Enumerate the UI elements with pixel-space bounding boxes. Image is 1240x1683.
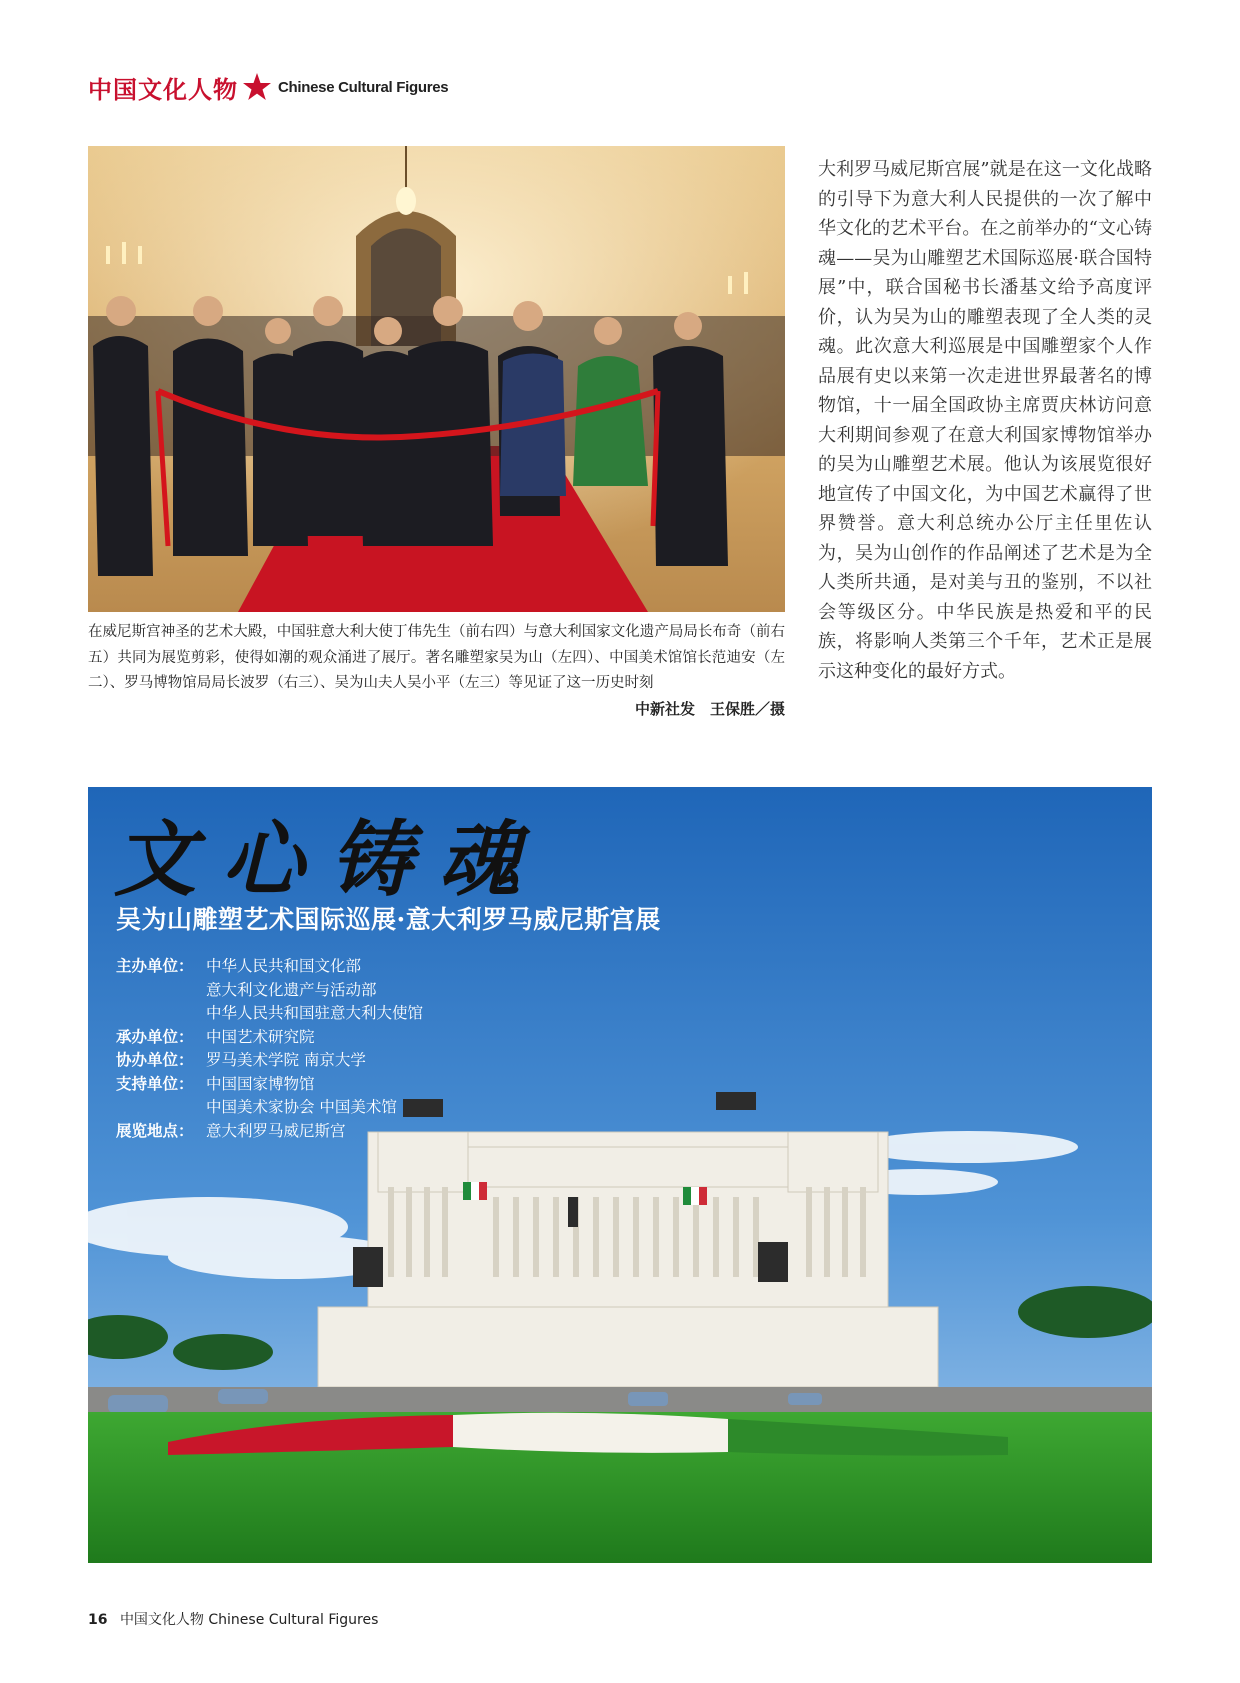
footer-text: 中国文化人物 Chinese Cultural Figures bbox=[119, 1612, 379, 1628]
info-value: 中国艺术研究院 bbox=[206, 1027, 315, 1046]
info-value: 意大利罗马威尼斯宫 bbox=[206, 1121, 346, 1140]
info-value: 中华人民共和国文化部 bbox=[206, 957, 362, 975]
info-value: 意大利文化遗产与活动部 bbox=[206, 980, 377, 999]
poster-subtitle: 吴为山雕塑艺术国际巡展·意大利罗马威尼斯宫展 bbox=[116, 905, 661, 934]
info-value: 罗马美术学院 南京大学 bbox=[206, 1051, 366, 1069]
exhibition-poster bbox=[88, 787, 1152, 1563]
info-label: 协办单位： bbox=[116, 1051, 194, 1069]
info-row-co-organizer bbox=[116, 1049, 423, 1073]
star-icon bbox=[242, 72, 272, 102]
info-value: 中国美术家协会 中国美术馆 bbox=[206, 1098, 397, 1116]
page-footer bbox=[88, 1609, 378, 1629]
photo-caption bbox=[88, 620, 785, 722]
info-label: 承办单位： bbox=[116, 1027, 194, 1046]
info-value: 中国国家博物馆 bbox=[206, 1074, 315, 1093]
info-row-venue bbox=[116, 1120, 423, 1144]
page-number: 16 bbox=[88, 1612, 108, 1628]
info-row-organizer bbox=[116, 1026, 423, 1050]
exhibition-info bbox=[116, 955, 423, 1143]
page-header bbox=[88, 70, 448, 104]
info-label: 主办单位： bbox=[116, 957, 194, 975]
brand-name-cn: 中国文化人物 bbox=[88, 74, 238, 104]
article-body: 大利罗马威尼斯宫展”就是在这一文化战略的引导下为意大利人民提供的一次了解中华文化的艺术平台。在之前举办的“文心铸魂——吴为山雕塑艺术国际巡展·联合国特展”中，联合国秘书长潘基文给予高度评价，认为吴为山的雕塑表现了全人类的灵魂。此次意大利巡展是中国雕塑家个人作品展有史以来第一次走进世界最著名的博物馆，十一届全国政协主席贾庆林访问意大利期间参观了在意大利国家博物馆举办的吴为山雕塑艺术展。他认为该展览很好地宣传了中国文化，为中国艺术赢得了世界赞誉。意大利总统办公厅主任里佐认为，吴为山创作的作品阐述了艺术是为全人类所共通，是对美与丑的鉴别，不以社会等级区分。中华民族是热爱和平的民族，将影响人类第三个千年，艺术正是展示这种变化的最好方式。 bbox=[818, 159, 1152, 682]
poster-title: 文心铸魂 bbox=[114, 812, 546, 908]
photo-caption-text: 在威尼斯宫神圣的艺术大殿，中国驻意大利大使丁伟先生（前右四）与意大利国家文化遗产局局长布奇（前右五）共同为展览剪彩，使得如潮的观众涌进了展厅。著名雕塑家吴为山（左四）、中国美术馆馆长范迪安（左二）、罗马博物馆局局长波罗（右三）、吴为山夫人吴小平（左三）等见证了这一历史时刻 bbox=[88, 624, 785, 691]
info-value: 中华人民共和国驻意大利大使馆 bbox=[206, 1004, 424, 1022]
ribbon-cutting-photo bbox=[88, 146, 785, 612]
info-row-supporter bbox=[116, 1073, 423, 1120]
info-label: 展览地点： bbox=[116, 1121, 194, 1140]
brand-name-en: Chinese Cultural Figures bbox=[278, 78, 449, 96]
photo-credit: 中新社发 王保胜／摄 bbox=[634, 699, 785, 718]
info-label: 支持单位： bbox=[116, 1074, 194, 1093]
info-row-host bbox=[116, 955, 423, 1026]
